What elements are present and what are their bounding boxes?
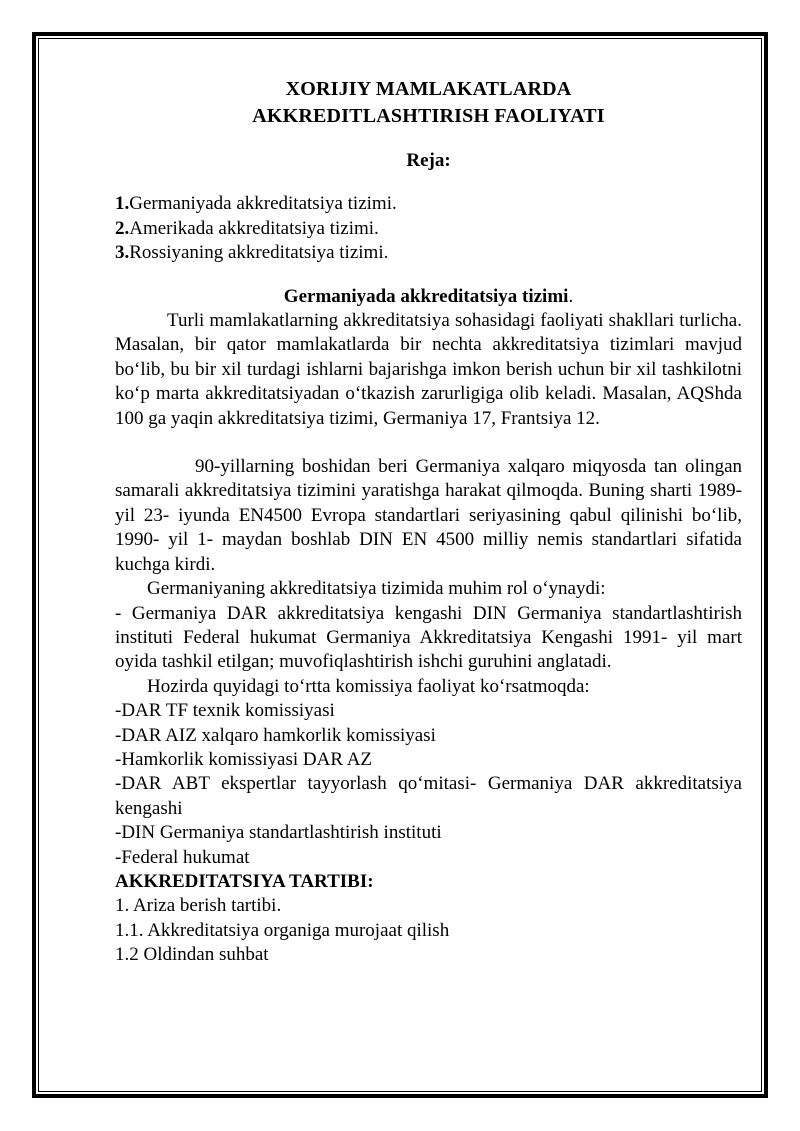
plan-item bbox=[115, 192, 742, 216]
commission-item: -DAR TF texnik komissiyasi bbox=[115, 700, 335, 722]
commission-item: -Federal hukumat bbox=[115, 846, 250, 868]
plan-item-text: Germaniyada akkreditatsiya tizimi. bbox=[129, 193, 397, 215]
section-heading bbox=[115, 285, 742, 309]
document-body bbox=[115, 76, 742, 968]
plan-heading: Reja: bbox=[406, 150, 451, 171]
section-heading-text: Germaniyada akkreditatsiya tizimi bbox=[283, 285, 569, 307]
plan-item bbox=[115, 241, 742, 265]
paragraph-history: 90-yillarning boshidan beri Germaniya xalqaro miqyosda tan olingan samarali akkreditatsiya tizimini yaratishga harakat qilmoqda. Buning sharti 1989-yil 23- iyunda EN4500 Evropa standartlari seriyasining qabul qilinishi bo‘lib, 1990- yil 1- maydan boshlab DIN EN 4500 milliy nemis standartlari sifatida kuchga kirdi. bbox=[115, 456, 742, 575]
title-line-2: AKKREDITLASHTIRISH FAOLIYATI bbox=[252, 105, 605, 127]
paragraph-spacer bbox=[115, 431, 742, 455]
title-line-1: XORIJIY MAMLAKATLARDA bbox=[285, 78, 572, 100]
plan-item bbox=[115, 217, 742, 241]
procedure-item: 1.2 Oldindan suhbat bbox=[115, 944, 269, 966]
commission-item: -DAR ABT ekspertlar tayyorlash qo‘mitasi- Germaniya DAR akkreditatsiya kengashi bbox=[115, 773, 742, 819]
procedure-heading: AKKREDITATSIYA TARTIBI: bbox=[115, 870, 374, 892]
plan-item-number: 1. bbox=[115, 193, 130, 215]
commission-item: -DIN Germaniya standartlashtirish instituti bbox=[115, 822, 442, 844]
plan-item-text: Rossiyaning akkreditatsiya tizimi. bbox=[129, 242, 389, 264]
commission-item: -Hamkorlik komissiyasi DAR AZ bbox=[115, 748, 373, 770]
paragraph-commissions-intro: Hozirda quyidagi to‘rtta komissiya faoliyat ko‘rsatmoqda: bbox=[147, 675, 590, 697]
procedure-item: 1. Ariza berish tartibi. bbox=[115, 895, 282, 917]
paragraph-intro: Turli mamlakatlarning akkreditatsiya sohasidagi faoliyati shakllari turlicha. Masalan, bir qator mamlakatlarda bir nechta akkreditatsiya tizimlari mavjud bo‘lib, bu bir xil turdagi ishlarni bajarishga imkon berish uchun bir xil tashkilotni ko‘p marta akkreditatsiyadan o‘tkazish zarurligiga olib keladi. Masalan, AQShda 100 ga yaqin akkreditatsiya tizimi, Germaniya 17, Frantsiya 12. bbox=[115, 310, 742, 429]
plan-list bbox=[115, 192, 742, 265]
section-heading-dot: . bbox=[568, 285, 574, 307]
plan-item-number: 2. bbox=[115, 217, 130, 239]
paragraph-dar-council: - Germaniya DAR akkreditatsiya kengashi DIN Germaniya standartlashtirish instituti Federal hukumat Germaniya Akkreditatsiya Kengashi 1991- yil mart oyida tashkil etilgan; muvofiqlashtirish ishchi guruhini anglatadi. bbox=[115, 602, 742, 673]
procedure-item: 1.1. Akkreditatsiya organiga murojaat qilish bbox=[115, 919, 450, 941]
plan-item-text: Amerikada akkreditatsiya tizimi. bbox=[129, 217, 379, 239]
paragraph-role: Germaniyaning akkreditatsiya tizimida muhim rol o‘ynaydi: bbox=[147, 578, 606, 600]
plan-item-number: 3. bbox=[115, 242, 130, 264]
document-title bbox=[115, 76, 742, 130]
commission-item: -DAR AIZ xalqaro hamkorlik komissiyasi bbox=[115, 724, 436, 746]
